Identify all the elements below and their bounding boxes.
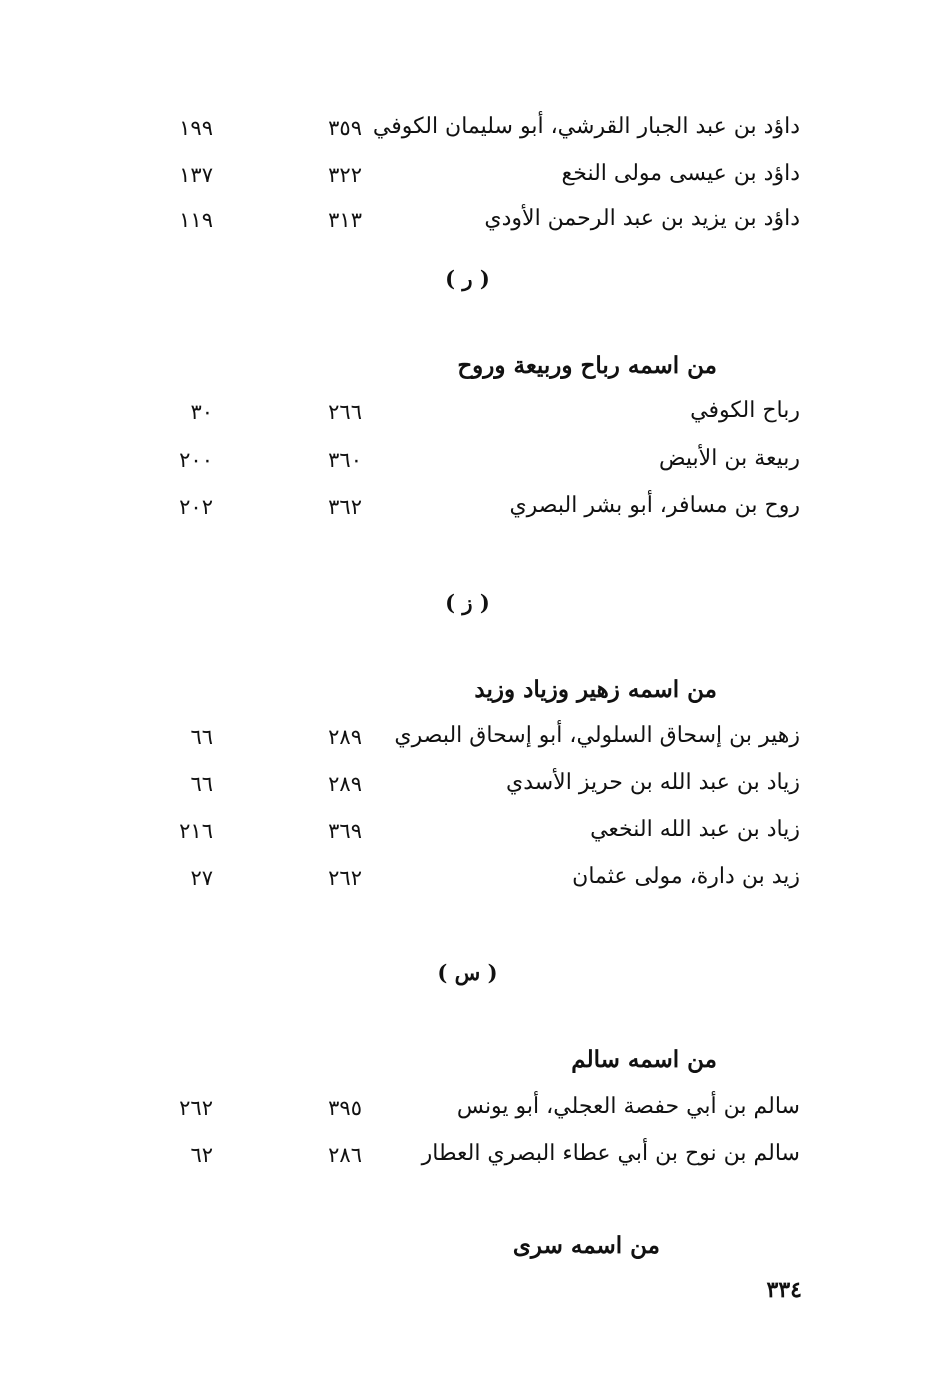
entry-number: ٣١٣ (328, 208, 362, 232)
narrator-name: ربيعة بن الأبيض (658, 446, 800, 471)
list-item (150, 206, 800, 246)
list-item (150, 161, 800, 201)
page-reference: ٦٦ (190, 725, 213, 749)
narrator-name: رباح الكوفي (690, 398, 800, 423)
page-reference: ٣٠ (190, 400, 213, 424)
list-item (150, 398, 800, 438)
list-item (150, 1141, 800, 1181)
list-item (150, 864, 800, 904)
page-reference: ١١٩ (179, 208, 213, 232)
entry-number: ٢٨٩ (328, 725, 362, 749)
entry-number: ٢٨٦ (328, 1143, 362, 1167)
list-item (150, 114, 800, 154)
page-number: ٣٣٤ (766, 1277, 802, 1303)
list-item (150, 770, 800, 810)
section-letter-ra: ( ر ) (445, 266, 490, 291)
entry-number: ٣٦٠ (328, 448, 362, 472)
narrator-name: سالم بن نوح بن أبي عطاء البصري العطار (421, 1141, 800, 1166)
list-item (150, 817, 800, 857)
narrator-name: روح بن مسافر، أبو بشر البصري (509, 493, 800, 518)
page-reference: ٢٠٢ (179, 495, 213, 519)
entry-number: ٣٦٢ (328, 495, 362, 519)
group-title: من اسمه زهير وزياد وزيد (474, 676, 717, 703)
entry-number: ٢٦٦ (328, 400, 362, 424)
entry-number: ٣٢٢ (328, 163, 362, 187)
narrator-name: داؤد بن يزيد بن عبد الرحمن الأودي (484, 206, 800, 231)
list-item (150, 1094, 800, 1134)
section-letter-zay: ( ز ) (445, 590, 490, 615)
entry-number: ٣٥٩ (328, 116, 362, 140)
narrator-name: داؤد بن عبد الجبار القرشي، أبو سليمان الكوفي (372, 114, 800, 139)
page-reference: ٦٦ (190, 772, 213, 796)
group-title: من اسمه سالم (571, 1046, 717, 1073)
list-item (150, 723, 800, 763)
page-reference: ١٩٩ (179, 116, 213, 140)
entry-number: ٣٩٥ (328, 1096, 362, 1120)
page-reference: ٢٧ (190, 866, 213, 890)
entry-number: ٣٦٩ (328, 819, 362, 843)
narrator-name: زهير بن إسحاق السلولي، أبو إسحاق البصري (394, 723, 800, 748)
page-reference: ١٣٧ (179, 163, 213, 187)
list-item (150, 446, 800, 486)
page-reference: ٢٠٠ (179, 448, 213, 472)
group-title: من اسمه سرى (512, 1232, 660, 1259)
entry-number: ٢٦٢ (328, 866, 362, 890)
group-title: من اسمه رباح وربيعة وروح (457, 352, 717, 379)
narrator-name: زياد بن عبد الله بن حريز الأسدي (505, 770, 800, 795)
page-reference: ٦٢ (190, 1143, 213, 1167)
narrator-name: سالم بن أبي حفصة العجلي، أبو يونس (456, 1094, 800, 1119)
narrator-name: داؤد بن عيسى مولى النخع (561, 161, 800, 186)
section-letter-sin: ( س ) (437, 960, 498, 985)
page-reference: ٢٦٢ (179, 1096, 213, 1120)
entry-number: ٢٨٩ (328, 772, 362, 796)
narrator-name: زيد بن دارة، مولى عثمان (572, 864, 800, 889)
list-item (150, 493, 800, 533)
narrator-name: زياد بن عبد الله النخعي (590, 817, 800, 842)
page-reference: ٢١٦ (179, 819, 213, 843)
